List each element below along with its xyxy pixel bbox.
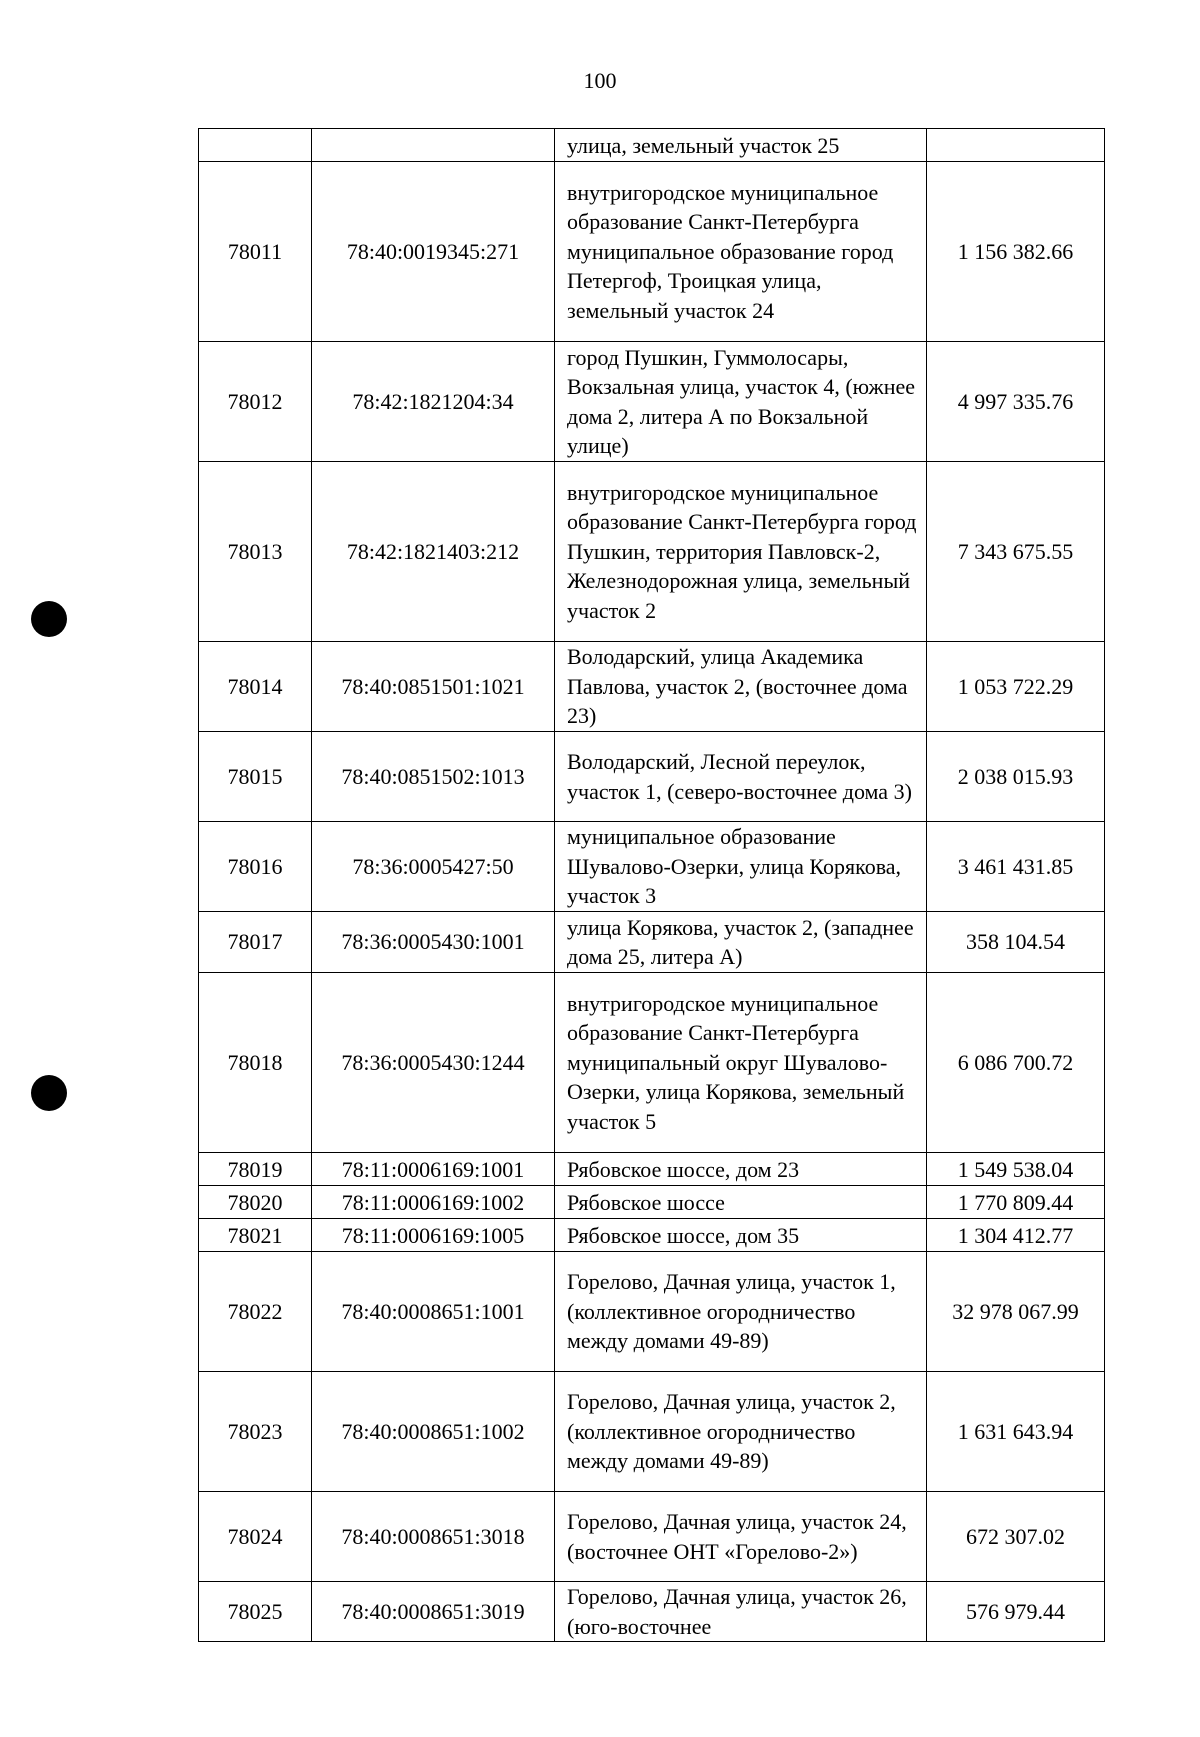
address-cell: Горелово, Дачная улица, участок 26, (юго-восточнее [555, 1582, 927, 1642]
cadastral-number-cell: 78:36:0005430:1001 [312, 912, 555, 973]
district-code-cell: 78025 [199, 1582, 312, 1642]
cadastral-number-cell: 78:40:0851501:1021 [312, 642, 555, 732]
cadastral-number-cell [312, 129, 555, 162]
district-code-cell: 78021 [199, 1219, 312, 1252]
cadastral-number-cell: 78:40:0019345:271 [312, 162, 555, 342]
table-row [199, 1252, 1105, 1372]
table-row [199, 1582, 1105, 1642]
district-code-cell: 78019 [199, 1153, 312, 1186]
table-row [199, 1219, 1105, 1252]
table-row [199, 732, 1105, 822]
table-row [199, 822, 1105, 912]
table-row [199, 1153, 1105, 1186]
district-code-cell: 78012 [199, 342, 312, 462]
table-row [199, 462, 1105, 642]
cadastral-number-cell: 78:42:1821403:212 [312, 462, 555, 642]
district-code-cell: 78014 [199, 642, 312, 732]
address-cell: Рябовское шоссе, дом 23 [555, 1153, 927, 1186]
cadastral-number-cell: 78:36:0005427:50 [312, 822, 555, 912]
district-code-cell: 78022 [199, 1252, 312, 1372]
district-code-cell: 78017 [199, 912, 312, 973]
cadastral-value-cell: 1 549 538.04 [927, 1153, 1105, 1186]
cadastral-value-cell: 4 997 335.76 [927, 342, 1105, 462]
district-code-cell: 78011 [199, 162, 312, 342]
district-code-cell: 78018 [199, 973, 312, 1153]
address-cell: муниципальное образование Шувалово-Озерки, улица Корякова, участок 3 [555, 822, 927, 912]
land-plot-table [198, 128, 1105, 1642]
address-cell: улица Корякова, участок 2, (западнее дома 25, литера А) [555, 912, 927, 973]
cadastral-value-cell: 358 104.54 [927, 912, 1105, 973]
district-code-cell: 78013 [199, 462, 312, 642]
district-code-cell: 78015 [199, 732, 312, 822]
address-cell: внутригородское муниципальное образование Санкт-Петербурга муниципальное образование город Петергоф, Троицкая улица, земельный участок 24 [555, 162, 927, 342]
cadastral-number-cell: 78:40:0008651:3018 [312, 1492, 555, 1582]
address-cell: внутригородское муниципальное образование Санкт-Петербурга муниципальный округ Шувалово-Озерки, улица Корякова, земельный участок 5 [555, 973, 927, 1153]
address-cell: Горелово, Дачная улица, участок 24, (восточнее ОНТ «Горелово-2») [555, 1492, 927, 1582]
cadastral-value-cell: 1 631 643.94 [927, 1372, 1105, 1492]
cadastral-value-cell: 6 086 700.72 [927, 973, 1105, 1153]
district-code-cell: 78016 [199, 822, 312, 912]
table-row [199, 912, 1105, 973]
cadastral-value-cell [927, 129, 1105, 162]
cadastral-number-cell: 78:11:0006169:1002 [312, 1186, 555, 1219]
cadastral-value-cell: 32 978 067.99 [927, 1252, 1105, 1372]
table-body [199, 129, 1105, 1642]
address-cell: Рябовское шоссе [555, 1186, 927, 1219]
address-cell: Горелово, Дачная улица, участок 1, (коллективное огородничество между домами 49-89) [555, 1252, 927, 1372]
table-row [199, 342, 1105, 462]
table-row [199, 1372, 1105, 1492]
table-row [199, 1492, 1105, 1582]
cadastral-value-cell: 576 979.44 [927, 1582, 1105, 1642]
address-cell: Горелово, Дачная улица, участок 2, (коллективное огородничество между домами 49-89) [555, 1372, 927, 1492]
cadastral-number-cell: 78:40:0008651:3019 [312, 1582, 555, 1642]
cadastral-value-cell: 3 461 431.85 [927, 822, 1105, 912]
address-cell: внутригородское муниципальное образование Санкт-Петербурга город Пушкин, территория Павловск-2, Железнодорожная улица, земельный участок 2 [555, 462, 927, 642]
table-row [199, 1186, 1105, 1219]
cadastral-number-cell: 78:42:1821204:34 [312, 342, 555, 462]
punch-hole-mark [31, 1075, 67, 1111]
district-code-cell: 78024 [199, 1492, 312, 1582]
table-row [199, 162, 1105, 342]
cadastral-value-cell: 1 770 809.44 [927, 1186, 1105, 1219]
district-code-cell: 78023 [199, 1372, 312, 1492]
table-row [199, 129, 1105, 162]
address-cell: город Пушкин, Гуммолосары, Вокзальная улица, участок 4, (южнее дома 2, литера А по Вокзальной улице) [555, 342, 927, 462]
punch-hole-mark [31, 601, 67, 637]
cadastral-value-cell: 7 343 675.55 [927, 462, 1105, 642]
table-row [199, 973, 1105, 1153]
address-cell: Володарский, улица Академика Павлова, участок 2, (восточнее дома 23) [555, 642, 927, 732]
cadastral-value-cell: 1 156 382.66 [927, 162, 1105, 342]
page-number: 100 [583, 68, 617, 93]
cadastral-value-cell: 1 053 722.29 [927, 642, 1105, 732]
address-cell: Володарский, Лесной переулок, участок 1, (северо-восточнее дома 3) [555, 732, 927, 822]
cadastral-value-cell: 672 307.02 [927, 1492, 1105, 1582]
table-row [199, 642, 1105, 732]
cadastral-value-cell: 2 038 015.93 [927, 732, 1105, 822]
address-cell: Рябовское шоссе, дом 35 [555, 1219, 927, 1252]
address-cell: улица, земельный участок 25 [555, 129, 927, 162]
cadastral-number-cell: 78:40:0008651:1001 [312, 1252, 555, 1372]
district-code-cell: 78020 [199, 1186, 312, 1219]
cadastral-value-cell: 1 304 412.77 [927, 1219, 1105, 1252]
cadastral-number-cell: 78:36:0005430:1244 [312, 973, 555, 1153]
district-code-cell [199, 129, 312, 162]
cadastral-number-cell: 78:11:0006169:1001 [312, 1153, 555, 1186]
cadastral-number-cell: 78:11:0006169:1005 [312, 1219, 555, 1252]
cadastral-number-cell: 78:40:0008651:1002 [312, 1372, 555, 1492]
cadastral-number-cell: 78:40:0851502:1013 [312, 732, 555, 822]
